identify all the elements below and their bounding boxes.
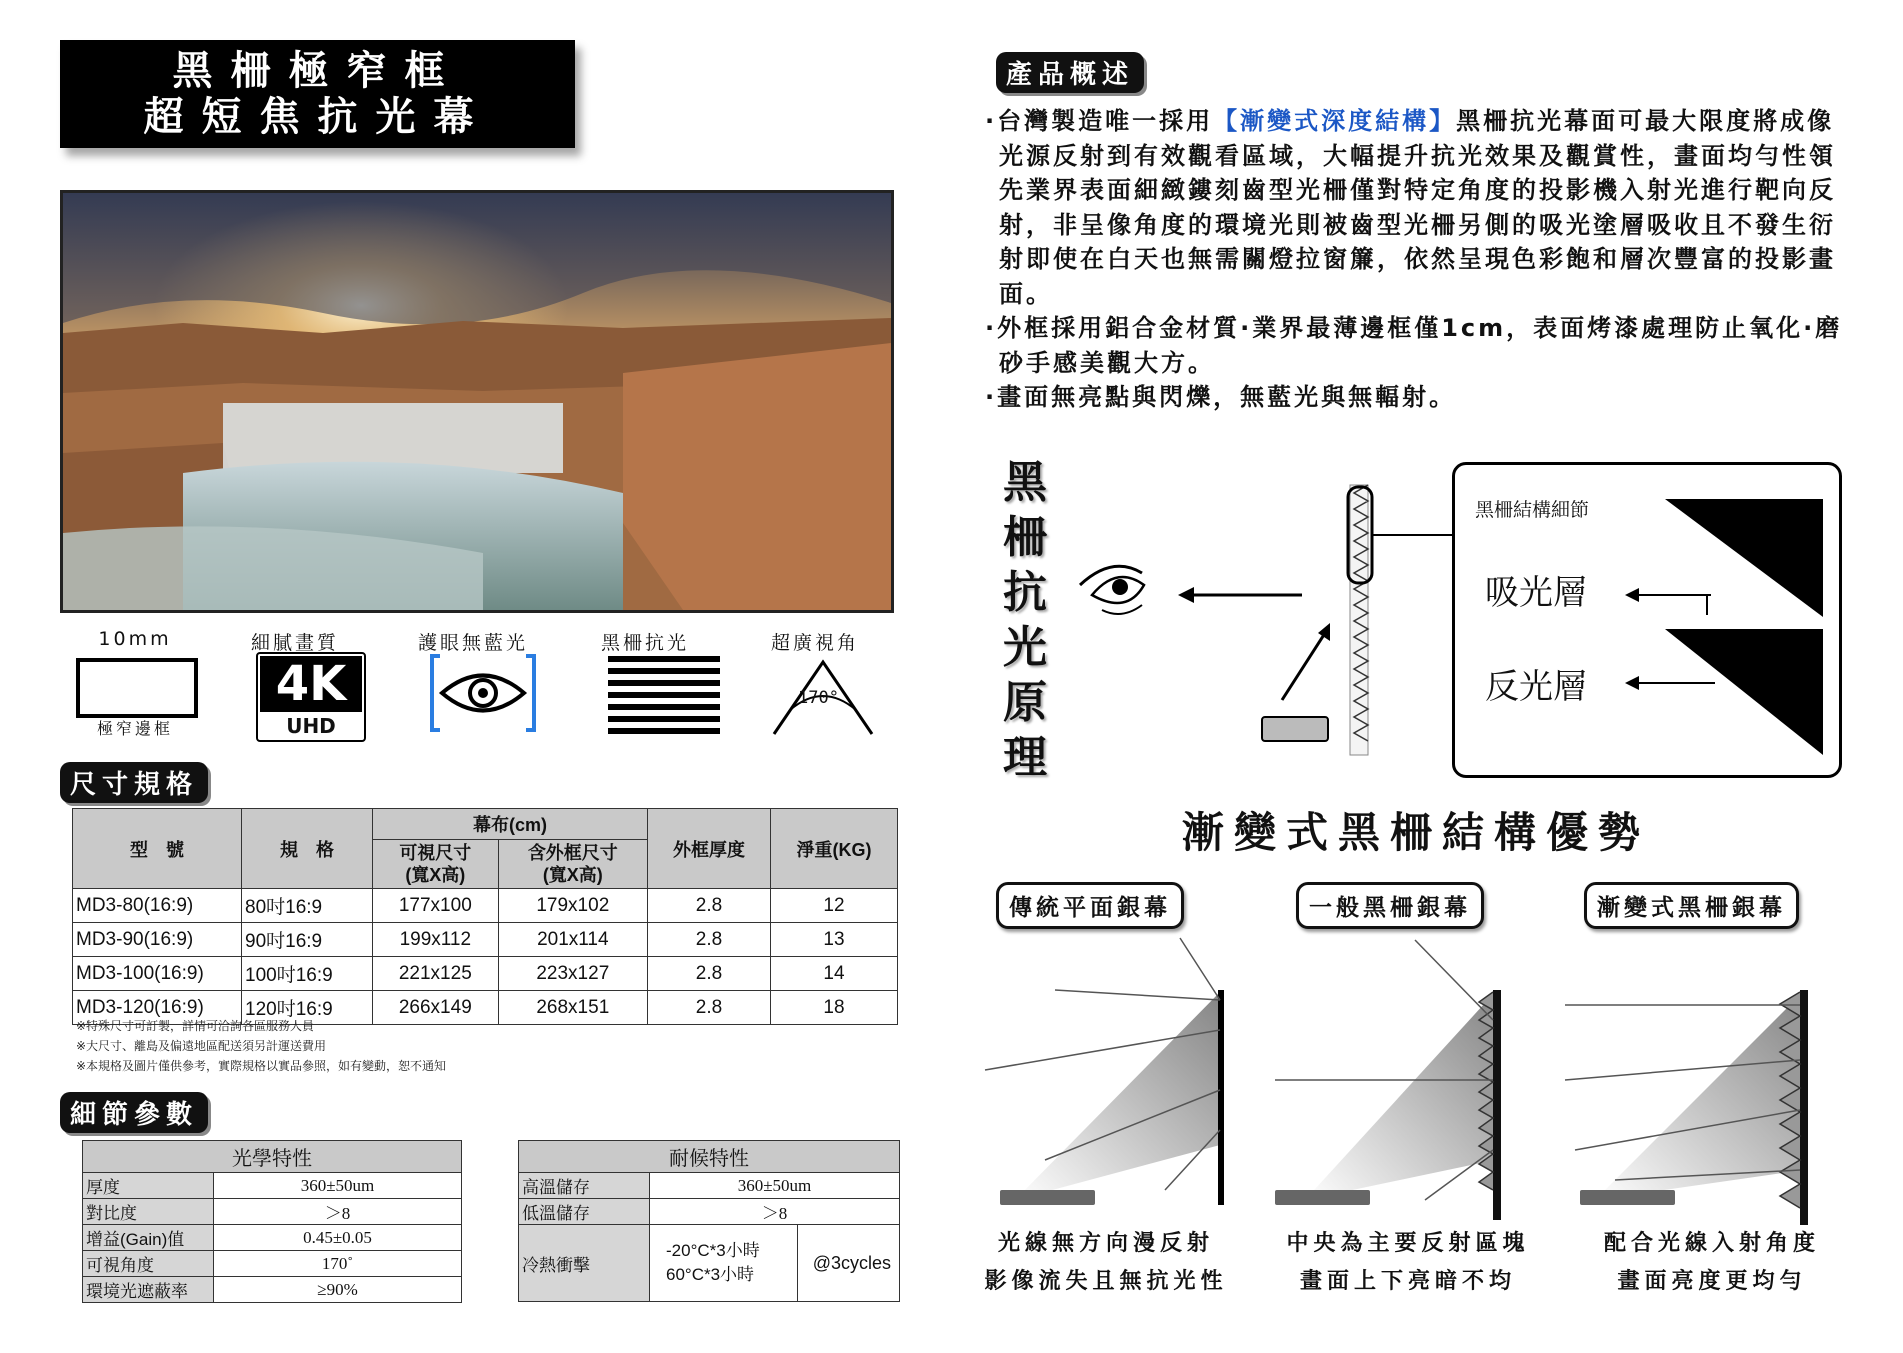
shock-value: -20°C*3小時 [666,1241,760,1260]
absorb-layer-label: 吸光層 [1485,573,1587,613]
table-row [73,957,898,991]
col-visible [373,840,499,889]
title-banner [60,40,575,148]
cell-spec: 120吋16:9 [242,991,373,1025]
table-row [73,889,898,923]
cell-model: MD3-90(16:9) [73,923,242,957]
feature-label-eye: 護眼無藍光 [417,632,528,654]
overview-text [985,104,1845,415]
cell-outer: 268x151 [498,991,647,1025]
principle-char: 黑 [1003,457,1047,508]
principle-char: 原 [1003,677,1047,728]
cell-spec: 80吋16:9 [242,889,373,923]
reflect-layer-label: 反光層 [1485,667,1587,707]
table-row [519,1199,900,1225]
detail-section-title: 細節參數 [60,1092,208,1133]
comparison-diagrams [975,930,1855,1230]
principle-char: 柵 [1003,512,1047,563]
climate-shock-values [650,1225,798,1302]
title-line1: 黑柵極窄框 [172,48,463,94]
table-row [83,1173,462,1199]
col-thickness: 外框厚度 [648,809,771,889]
col-screen: 幕布(cm) [373,809,648,840]
feature-row [60,622,900,742]
optical-value: 360±50um [214,1173,462,1199]
shock-value: 60°C*3小時 [666,1265,755,1284]
size-spec-table [72,808,898,1025]
climate-value: ＞8 [650,1199,900,1225]
climate-key: 低溫儲存 [519,1199,650,1225]
table-row [83,1225,462,1251]
compare-caption-traditional [966,1225,1246,1301]
overview-paragraph: ·畫面無亮點與閃爍，無藍光與無輻射。 [985,383,1457,411]
table-row [83,1251,462,1277]
compare-caption-gradient [1572,1225,1852,1301]
cell-thickness: 2.8 [648,957,771,991]
note: ※本規格及圖片僅供參考，實際規格以實品參照，如有變動，恕不通知 [76,1059,447,1073]
col-outer-label: 含外框尺寸 [527,843,618,863]
feature-sublabel-frame: 極窄邊框 [96,719,173,738]
climate-key: 冷熱衝擊 [519,1225,650,1302]
cell-visible: 266x149 [373,991,499,1025]
cell-model: MD3-80(16:9) [73,889,242,923]
cell-outer: 201x114 [498,923,647,957]
col-visible-label: 可視尺寸 [399,843,472,863]
cell-thickness: 2.8 [648,889,771,923]
table-row [83,1199,462,1225]
col-outer-unit: (寬X高) [542,865,603,885]
optical-value: ≥90% [214,1277,462,1303]
eye-icon [1080,566,1144,614]
compare-label-traditional: 傳統平面銀幕 [996,882,1184,929]
4k-text: 4K [260,656,362,712]
caption-line: 影像流失且無抗光性 [984,1269,1228,1294]
optical-value: 170˚ [214,1251,462,1277]
cell-weight: 14 [771,957,898,991]
table-row [73,923,898,957]
note: ※大尺寸、離島及偏遠地區配送須另計運送費用 [76,1039,327,1053]
notes [76,1016,446,1076]
cell-visible: 199x112 [373,923,499,957]
product-image [60,190,894,613]
caption-line: 畫面上下亮暗不均 [1299,1269,1516,1294]
table-row [519,1173,900,1199]
title-line2: 超短焦抗光幕 [143,94,492,140]
wide-angle-icon [768,656,878,740]
table-row [519,1225,900,1302]
climate-value: 360±50um [650,1173,900,1199]
4k-uhd-icon [256,652,366,742]
cell-weight: 12 [771,889,898,923]
optical-key: 增益(Gain)值 [83,1225,214,1251]
optical-key: 可視角度 [83,1251,214,1277]
cell-spec: 100吋16:9 [242,957,373,991]
cell-thickness: 2.8 [648,991,771,1025]
overview-text-a: ·台灣製造唯一採用 [985,107,1214,135]
cell-model: MD3-120(16:9) [73,991,242,1025]
optical-title: 光學特性 [83,1141,462,1173]
cell-model: MD3-100(16:9) [73,957,242,991]
compare-caption-normal [1268,1225,1548,1301]
optical-key: 對比度 [83,1199,214,1225]
cell-visible: 177x100 [373,889,499,923]
cell-outer: 179x102 [498,889,647,923]
overview-title: 產品概述 [996,52,1144,93]
cell-spec: 90吋16:9 [242,923,373,957]
principle-char: 理 [1003,732,1047,783]
optical-key: 環境光遮蔽率 [83,1277,214,1303]
angle-170-text: 170° [798,688,839,708]
climate-table [518,1140,900,1302]
overview-paragraph: ·外框採用鋁合金材質·業界最薄邊框僅1cm，表面烤漆處理防止氧化·磨砂手感美觀大方。 [985,314,1843,377]
grille-detail-title: 黑柵結構細節 [1475,499,1590,521]
principle-char: 抗 [1003,567,1047,618]
col-model: 型 號 [73,809,242,889]
feature-label-grille: 黑柵抗光 [600,632,689,654]
shock-credit: @3cycles [798,1225,900,1302]
advantage-title: 漸變式黑柵結構優勢 [1182,808,1651,857]
col-outer [498,840,647,889]
optical-key: 厚度 [83,1173,214,1199]
cell-visible: 221x125 [373,957,499,991]
size-section-title: 尺寸規格 [60,762,208,803]
principle-char: 光 [1003,622,1047,673]
note: ※特殊尺寸可訂製，詳情可洽詢各區服務人員 [76,1019,315,1033]
compare-label-normal: 一般黑柵銀幕 [1296,882,1484,929]
grille-detail-box [1452,462,1842,778]
uhd-text: UHD [286,714,336,738]
col-spec: 規 格 [242,809,373,889]
caption-line: 中央為主要反射區塊 [1286,1231,1530,1256]
cell-outer: 223x127 [498,957,647,991]
cell-thickness: 2.8 [648,923,771,957]
caption-line: 配合光線入射角度 [1603,1231,1820,1256]
optical-value: 0.45±0.05 [214,1225,462,1251]
optical-table [82,1140,462,1303]
black-grille-icon [608,656,720,738]
caption-line: 光線無方向漫反射 [997,1231,1214,1256]
cell-weight: 18 [771,991,898,1025]
feature-label-angle: 超廣視角 [770,632,859,654]
overview-highlight: 【漸變式深度結構】 [1213,107,1457,135]
cell-weight: 13 [771,923,898,957]
optical-value: ＞8 [214,1199,462,1225]
col-weight: 淨重(KG) [771,809,898,889]
climate-key: 高溫儲存 [519,1173,650,1199]
narrow-frame-icon [76,658,198,718]
principle-vertical-title [995,455,1055,785]
compare-label-gradient: 漸變式黑柵銀幕 [1584,882,1799,929]
principle-diagram [1072,455,1452,785]
eye-care-icon [428,652,538,738]
climate-title: 耐候特性 [519,1141,900,1173]
feature-label-4k: 細膩畫質 [250,632,339,654]
overview-text-b: 黑柵抗光幕面可最大限度將成像光源反射到有效觀看區域，大幅提升抗光效果及觀賞性，畫面均勻性領先業界表面細緻鏤刻齒型光柵僅對特定角度的投影機入射光進行靶向反射，非呈像角度的環境光則被齒型光柵另側的吸光塗層吸收且不發生衍射即使在白天也無需關燈拉窗簾，依然呈現色彩飽和層次豐富的投影畫面。 [999,107,1836,308]
overview-paragraph [985,104,1845,311]
table-row [83,1277,462,1303]
caption-line: 畫面亮度更均勻 [1617,1269,1807,1294]
feature-label-frame: 10mm [98,628,172,650]
col-visible-unit: (寬X高) [405,865,466,885]
